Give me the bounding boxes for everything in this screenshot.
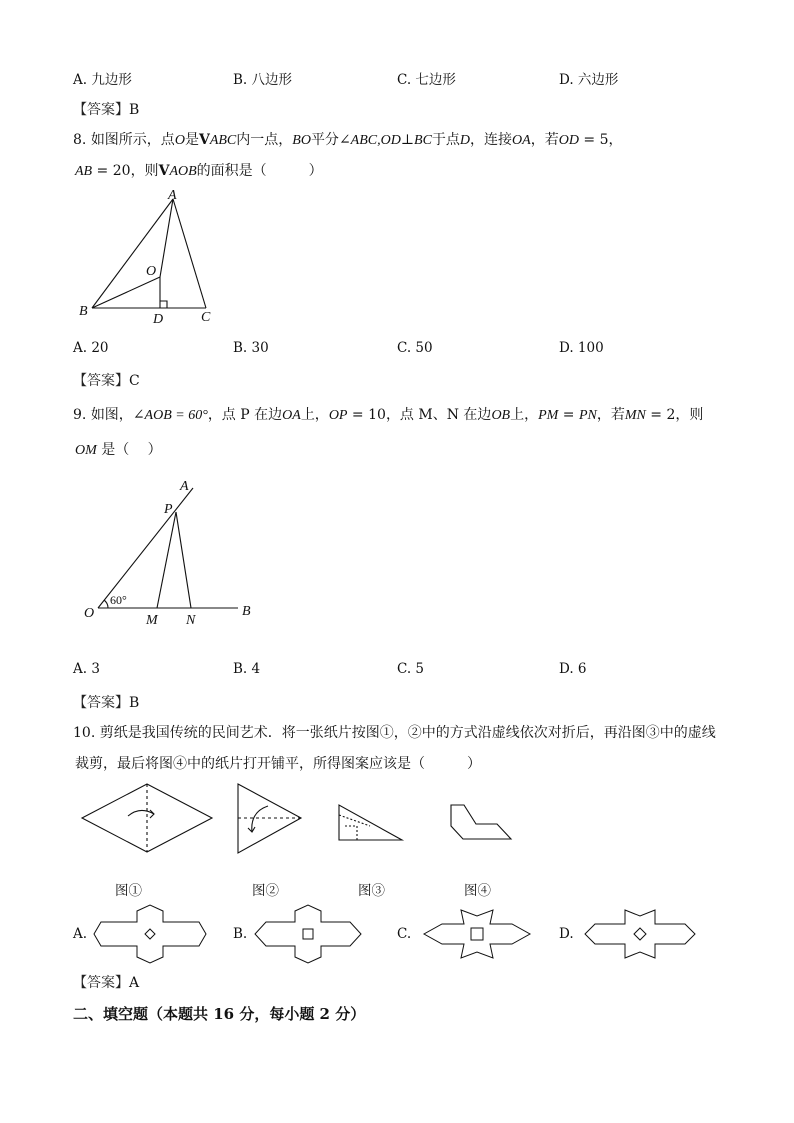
math: AB (75, 164, 93, 179)
caption-fig3: 图③ (358, 883, 385, 899)
math: OD (558, 133, 579, 148)
q8-option-a: A. 20 (73, 340, 109, 356)
math: AOB (169, 164, 197, 179)
math: ABC,OD (350, 133, 401, 148)
text: ，若 (530, 132, 559, 148)
math: MN (624, 408, 646, 423)
answer-label: 【答案】 (73, 695, 129, 711)
label-o: O (84, 606, 95, 621)
q7-option-b: B. 八边形 (233, 72, 293, 88)
label-b: B (242, 604, 251, 619)
label-n: N (186, 613, 196, 628)
caption-fig2: 图② (252, 883, 279, 899)
choice-d-pattern (585, 910, 695, 958)
answer-value: C (129, 373, 140, 389)
math: = 5 (578, 132, 609, 148)
q9-option-a: A. 3 (73, 661, 100, 677)
math: ABC (209, 133, 237, 148)
q9-number: 9. (73, 407, 87, 423)
q10-answer (73, 972, 139, 992)
label-a: A (180, 479, 189, 494)
q9-option-c: C. 5 (397, 661, 425, 677)
choice-c-pattern (424, 910, 530, 958)
math: = 2 (645, 407, 676, 423)
answer-label: 【答案】 (73, 373, 129, 389)
math: D (459, 133, 471, 148)
math: OA (282, 408, 301, 423)
text: ，则 (675, 407, 704, 423)
text: ， (608, 132, 623, 148)
q7-option-a: A. 九边形 (73, 72, 132, 88)
math: OM (75, 443, 97, 458)
math: = (558, 407, 579, 423)
text: 如图所示，点 (90, 132, 175, 148)
choice-b-label: B. (233, 926, 248, 942)
q8-option-d: D. 100 (559, 340, 604, 356)
math: OA (512, 133, 531, 148)
choice-d-label: D. (559, 926, 574, 942)
text: ，若 (596, 407, 625, 423)
text: ，点 M、N 在边 (385, 407, 492, 423)
figure-4-shape (451, 805, 511, 839)
math: O (174, 133, 185, 148)
section-title: 二、填空题（本题共 16 分，每小题 2 分） (73, 1005, 366, 1023)
q7-option-d: D. 六边形 (559, 72, 619, 88)
label-angle-60: 60° (110, 593, 127, 607)
choice-c-label: C. (397, 926, 412, 942)
perp-symbol: ⊥ (400, 132, 415, 148)
math: PM (538, 408, 559, 423)
q8-option-b: B. 30 (233, 340, 269, 356)
text: 上， (510, 407, 539, 423)
triangle-symbol: V (198, 132, 210, 148)
figure-1-rhombus (82, 784, 212, 852)
text: 于点 (431, 132, 460, 148)
text: 平分 (310, 132, 339, 148)
text: ，则 (130, 163, 159, 179)
label-b: B (79, 304, 88, 319)
math: = 20 (92, 163, 131, 179)
math: ∠AOB = 60° (132, 408, 208, 423)
choice-a-label: A. (73, 926, 88, 942)
q10-text-line1: 10. 剪纸是我国传统的民间艺术．将一张纸片按图①，②中的方式沿虚线依次对折后，再沿图③中的虚线 (73, 725, 716, 741)
math: BC (414, 133, 432, 148)
answer-value: B (129, 102, 140, 118)
math: BO (292, 133, 311, 148)
text: 如图， (90, 407, 133, 423)
label-o: O (146, 264, 157, 279)
angle-symbol: ∠ (338, 132, 351, 148)
label-p: P (164, 502, 173, 517)
text: 的面积是（ ） (196, 163, 323, 179)
label-a: A (168, 188, 177, 203)
text: 上， (300, 407, 329, 423)
answer-label: 【答案】 (73, 975, 129, 991)
figure-2-triangle (238, 784, 301, 853)
answer-label: 【答案】 (73, 102, 129, 118)
q9-option-d: D. 6 (559, 661, 587, 677)
q8-number: 8. (73, 132, 87, 148)
text: ，连接 (470, 132, 513, 148)
answer-value: A (129, 975, 140, 991)
text: 是 (184, 132, 199, 148)
math: = 10 (347, 407, 386, 423)
math: PN (578, 408, 597, 423)
label-c: C (201, 310, 211, 325)
q7-option-c: C. 七边形 (397, 72, 456, 88)
answer-value: B (129, 695, 140, 711)
q8-option-c: C. 50 (397, 340, 433, 356)
choice-a-pattern (94, 905, 206, 963)
triangle-symbol: V (158, 163, 170, 179)
math: OB (491, 408, 511, 423)
text: ，点 P 在边 (207, 407, 283, 423)
q9-option-b: B. 4 (233, 661, 261, 677)
caption-fig1: 图① (115, 883, 142, 899)
q10-text-line2: 裁剪，最后将图④中的纸片打开铺平，所得图案应该是（ ） (75, 756, 481, 772)
label-m: M (146, 613, 158, 628)
figure-3-triangle (339, 805, 402, 840)
choice-b-pattern (255, 905, 361, 963)
label-d: D (153, 312, 164, 327)
math: OP (328, 408, 348, 423)
text: 是（ ） (96, 442, 162, 458)
caption-fig4: 图④ (464, 883, 491, 899)
text: 内一点， (236, 132, 293, 148)
